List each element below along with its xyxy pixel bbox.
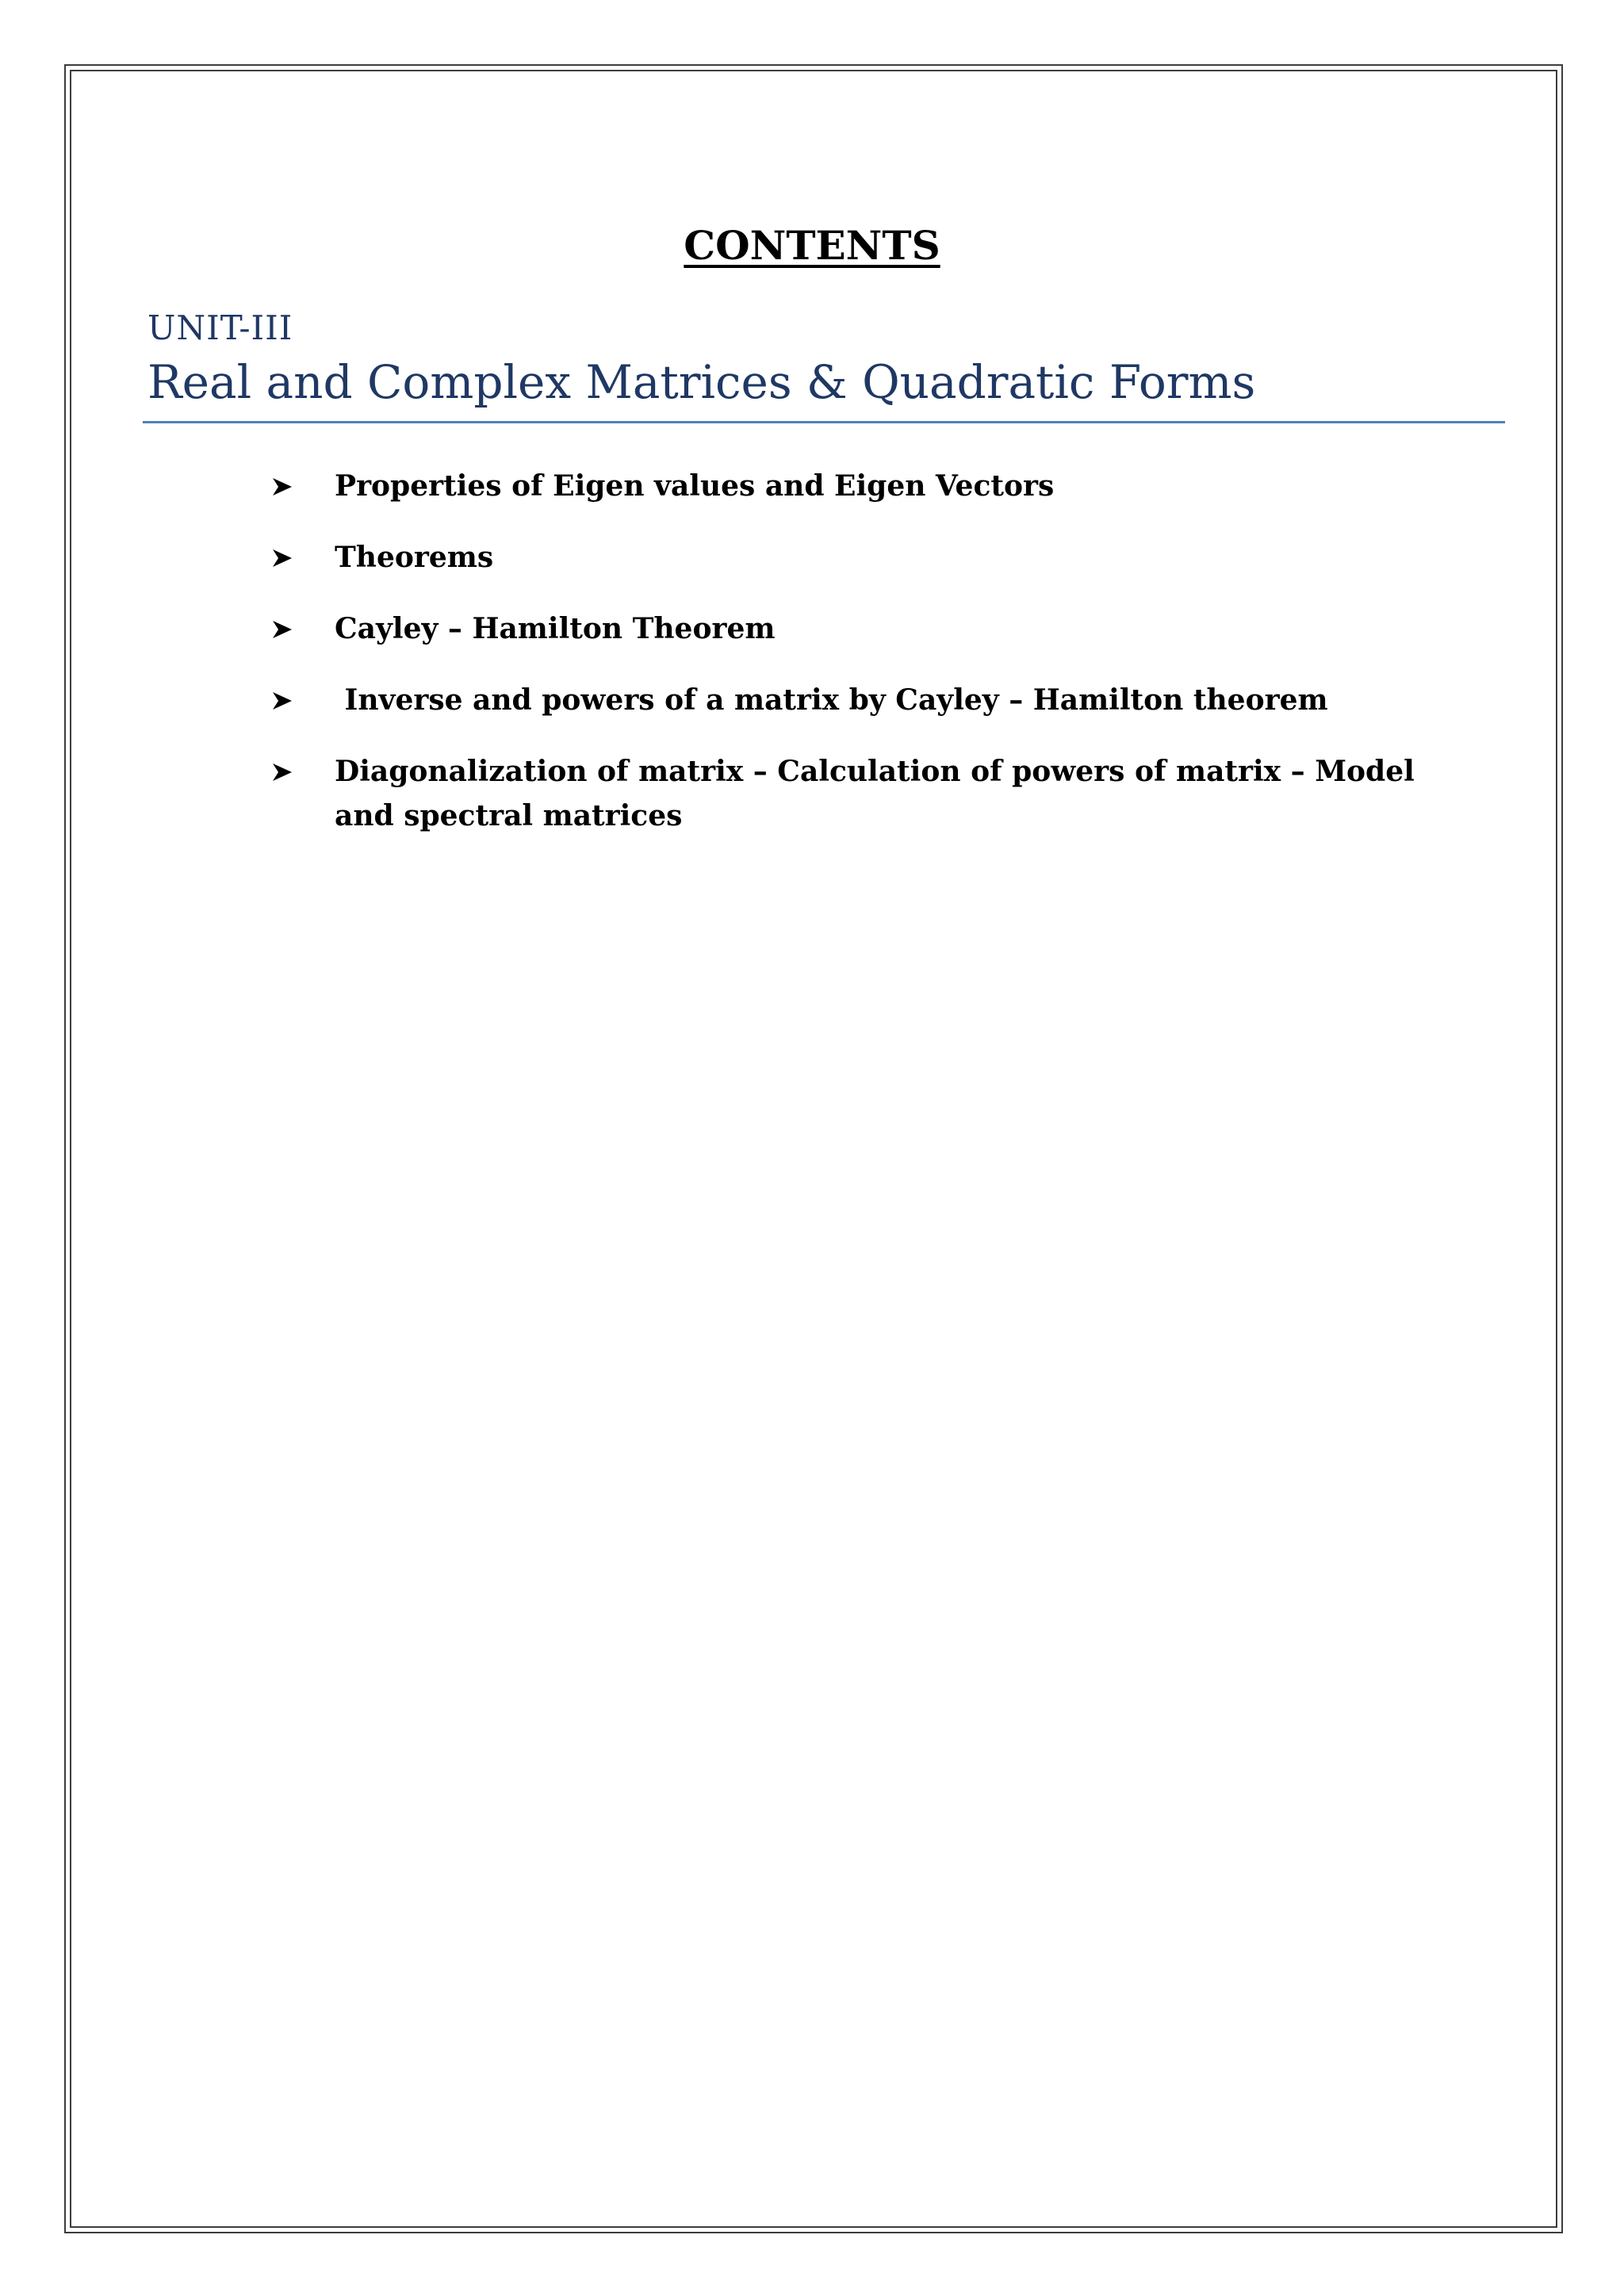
arrowhead-bullet-icon [271, 607, 303, 651]
topic-item [271, 678, 1429, 722]
topic-item [271, 464, 1429, 508]
topic-text: Inverse and powers of a matrix by Cayley – Hamilton theorem [335, 683, 1328, 717]
page-title-text: CONTENTS [684, 222, 940, 269]
unit-title: Real and Complex Matrices & Quadratic Forms [147, 355, 1256, 409]
topic-item [271, 607, 1429, 651]
page-title [0, 222, 1624, 270]
topic-text: Diagonalization of matrix – Calculation of powers of matrix – Model and spectral matrices [335, 755, 1415, 832]
topic-text: Properties of Eigen values and Eigen Vectors [335, 469, 1055, 503]
arrowhead-bullet-icon [271, 749, 303, 794]
arrowhead-bullet-icon [271, 535, 303, 580]
unit-divider [143, 421, 1505, 423]
arrowhead-bullet-icon [271, 464, 303, 508]
topic-text: Theorems [335, 541, 494, 574]
topic-item [271, 535, 1429, 580]
arrowhead-bullet-icon [271, 678, 303, 722]
topic-item [271, 749, 1429, 838]
unit-label: UNIT-III [147, 308, 293, 347]
topic-text: Cayley – Hamilton Theorem [335, 612, 776, 645]
